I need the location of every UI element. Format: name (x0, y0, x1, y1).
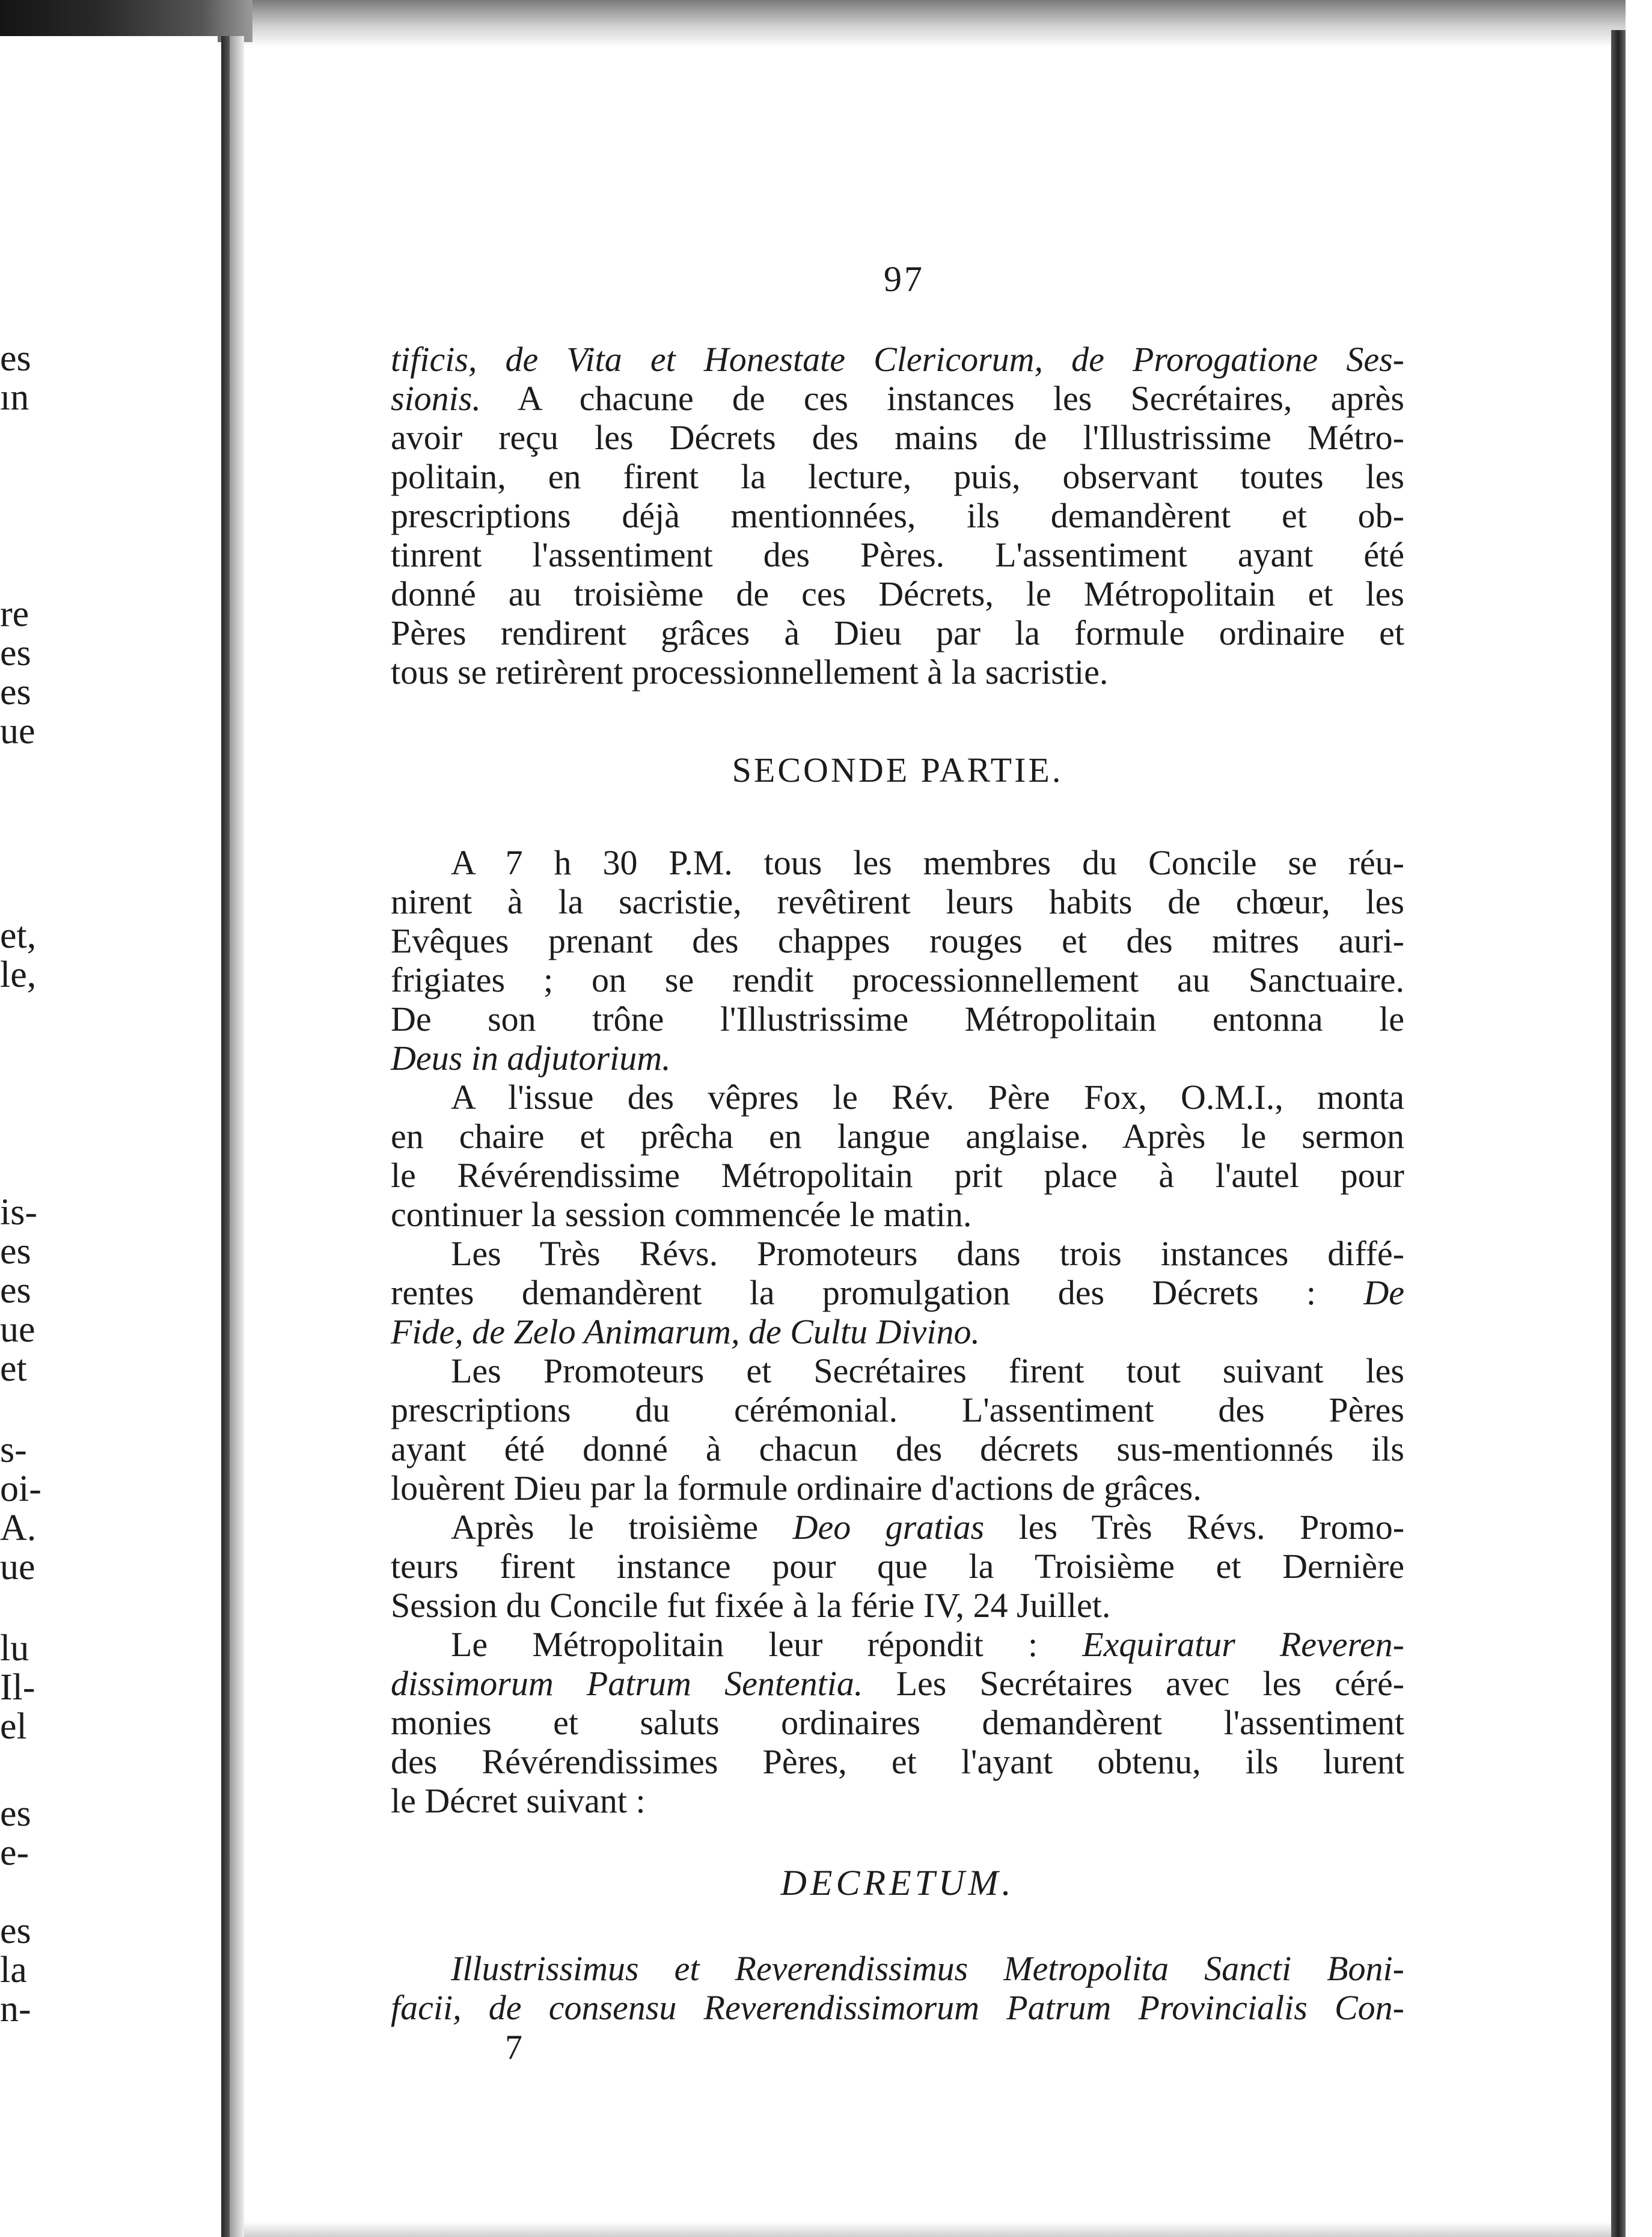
text-line: Le Métropolitain leur répondit : Exquiratur Reveren- (451, 1625, 1405, 1664)
page-body (391, 340, 1404, 2067)
text-line: sionis. A chacune de ces instances les Secrétaires, après (391, 379, 1404, 418)
text-line: politain, en firent la lecture, puis, observant toutes les (391, 457, 1404, 496)
book-spine (221, 36, 230, 2237)
decretum-text (391, 1949, 1404, 2027)
scan-bottom-edge (244, 2222, 1611, 2237)
paragraph-1 (391, 340, 1404, 692)
decretum-title: DECRETUM. (780, 1863, 1015, 1903)
scan-right-margin (1626, 0, 1652, 2237)
text-line: Les Très Révs. Promoteurs dans trois instances diffé- (451, 1234, 1404, 1273)
text-line: monies et saluts ordinaires demandèrent l'assentiment (391, 1703, 1404, 1742)
paragraph-7 (391, 1625, 1404, 1820)
text-line: en chaire et prêcha en langue anglaise. Après le sermon (391, 1117, 1404, 1156)
scan-right-edge (1611, 30, 1626, 2237)
paragraph-3 (391, 1078, 1404, 1234)
paragraph-6 (391, 1508, 1404, 1625)
text-line: facii, de consensu Reverendissimorum Patrum Provincialis Con- (391, 1988, 1404, 2027)
paragraph-4 (391, 1234, 1404, 1351)
text-line: donné au troisième de ces Décrets, le Métropolitain et les (391, 574, 1404, 613)
text-line: nirent à la sacristie, revêtirent leurs habits de chœur, les (391, 882, 1404, 921)
text-line: tificis, de Vita et Honestate Clericorum, de Prorogatione Ses- (391, 340, 1404, 379)
text-line: avoir reçu les Décrets des mains de l'Illustrissime Métro- (391, 418, 1404, 457)
facing-page-fragment: et (0, 1348, 27, 1389)
text-line: rentes demandèrent la promulgation des Décrets : De (391, 1273, 1404, 1312)
facing-page-fragment: et, (0, 915, 37, 956)
text-line: prescriptions du cérémonial. L'assentiment des Pères (391, 1390, 1404, 1429)
text-line: Illustrissimus et Reverendissimus Metropolita Sancti Boni- (451, 1949, 1404, 1988)
text-line: le Décret suivant : (391, 1781, 646, 1820)
text-line: A 7 h 30 P.M. tous les membres du Concile se réu- (451, 843, 1404, 882)
facing-page-fragment: Il- (0, 1667, 35, 1708)
facing-page-fragment: oi- (0, 1468, 41, 1509)
facing-page-fragment: A. (0, 1508, 37, 1548)
facing-page-fragment: ın (0, 377, 29, 418)
facing-page-fragment: ue (0, 1309, 35, 1350)
facing-page-left (0, 36, 218, 2237)
facing-page-fragment: es (0, 1231, 31, 1272)
facing-page-fragment: la (0, 1950, 27, 1990)
text-line: Pères rendirent grâces à Dieu par la formule ordinaire et (391, 613, 1404, 652)
text-line: tous se retirèrent processionnellement à la sacristie. (391, 652, 1109, 692)
facing-page-fragment: es (0, 1910, 31, 1951)
text-line: continuer la session commencée le matin. (391, 1195, 972, 1234)
facing-page-fragment: es (0, 1793, 31, 1834)
text-line: Evêques prenant des chappes rouges et des mitres auri- (391, 921, 1404, 960)
text-line: louèrent Dieu par la formule ordinaire d'actions de grâces. (391, 1468, 1202, 1508)
facing-page-fragment: el (0, 1706, 27, 1747)
text-line: A l'issue des vêpres le Rév. Père Fox, O.M.I., monta (451, 1078, 1404, 1117)
text-line: Session du Concile fut fixée à la férie IV, 24 Juillet. (391, 1586, 1111, 1625)
text-line: Fide, de Zelo Animarum, de Cultu Divino. (391, 1312, 980, 1351)
text-line: Deus in adjutorium. (391, 1039, 671, 1078)
facing-page-fragment: e- (0, 1832, 29, 1873)
paragraph-2 (391, 843, 1404, 1078)
text-line: frigiates ; on se rendit processionnellement au Sanctuaire. (391, 960, 1404, 999)
text-line: teurs firent instance pour que la Troisième et Dernière (391, 1547, 1404, 1586)
text-line: tinrent l'assentiment des Pères. L'assentiment ayant été (391, 535, 1404, 574)
page-gutter (230, 36, 244, 2237)
text-line: De son trône l'Illustrissime Métropolitain entonna le (391, 999, 1404, 1039)
facing-page-fragment: re (0, 594, 29, 634)
facing-page-fragment: es (0, 672, 31, 713)
text-line: dissimorum Patrum Sententia. Les Secrétaires avec les céré- (391, 1664, 1404, 1703)
facing-page-fragment: es (0, 1270, 31, 1311)
facing-page-fragment: is- (0, 1192, 37, 1233)
text-line: ayant été donné à chacun des décrets sus-mentionnés ils (391, 1429, 1404, 1468)
facing-page-fragment: le, (0, 954, 37, 995)
text-line: prescriptions déjà mentionnées, ils demandèrent et ob- (391, 496, 1404, 535)
text-line: Après le troisième Deo gratias les Très Révs. Promo- (451, 1508, 1405, 1547)
facing-page-fragment: ue (0, 711, 35, 752)
text-line: des Révérendissimes Pères, et l'ayant obtenu, ils lurent (391, 1742, 1404, 1781)
facing-page-fragment: es (0, 633, 31, 674)
paragraph-5 (391, 1351, 1404, 1508)
facing-page-fragment: n- (0, 1989, 31, 2030)
facing-page-fragment: ue (0, 1547, 35, 1588)
section-heading: SECONDE PARTIE. (732, 750, 1063, 790)
facing-page-fragment: es (0, 338, 31, 379)
facing-page-fragment: s- (0, 1429, 27, 1470)
text-line: Les Promoteurs et Secrétaires firent tout suivant les (451, 1351, 1404, 1390)
page-number: 97 (884, 259, 925, 299)
text-line: le Révérendissime Métropolitain prit place à l'autel pour (391, 1156, 1404, 1195)
facing-page-fragment: lu (0, 1628, 29, 1669)
signature-mark: 7 (505, 2028, 522, 2067)
